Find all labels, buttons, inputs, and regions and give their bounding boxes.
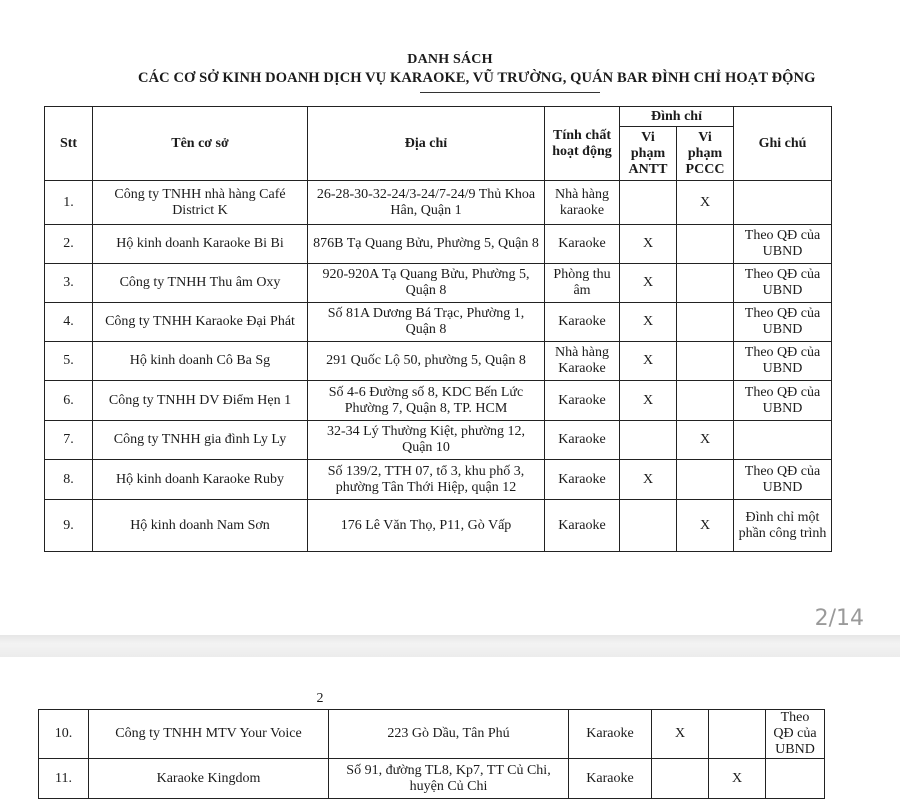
- header-suspend: Đình chỉ: [620, 107, 734, 127]
- document-page-2: [0, 657, 900, 807]
- cell-note: Đình chỉ một phần công trình: [734, 500, 832, 552]
- document-title: DANH SÁCH: [407, 52, 493, 67]
- cell-stt: 9.: [45, 500, 93, 552]
- establishments-table-continued: [38, 709, 825, 799]
- table-row: [45, 303, 832, 342]
- table-row: [45, 421, 832, 460]
- cell-name: Hộ kinh doanh Karaoke Ruby: [93, 460, 308, 500]
- cell-note: Theo QĐ của UBND: [734, 264, 832, 303]
- cell-antt: X: [620, 303, 677, 342]
- cell-stt: 10.: [39, 710, 89, 759]
- header-antt: Vi phạm ANTT: [620, 127, 677, 181]
- cell-nature: Karaoke: [545, 421, 620, 460]
- cell-pccc: X: [677, 181, 734, 225]
- cell-note: Theo QĐ của UBND: [734, 225, 832, 264]
- cell-address: Số 4-6 Đường số 8, KDC Bến Lức Phường 7, Quận 8, TP. HCM: [308, 381, 545, 421]
- table-row: [39, 710, 825, 759]
- cell-name: Công ty TNHH nhà hàng Café District K: [93, 181, 308, 225]
- page-separator: [0, 635, 900, 657]
- table-row: [45, 342, 832, 381]
- table-row: [45, 181, 832, 225]
- cell-antt: [620, 500, 677, 552]
- cell-antt: X: [620, 342, 677, 381]
- cell-address: 26-28-30-32-24/3-24/7-24/9 Thủ Khoa Hân, Quận 1: [308, 181, 545, 225]
- cell-pccc: X: [677, 500, 734, 552]
- cell-address: 32-34 Lý Thường Kiệt, phường 12, Quận 10: [308, 421, 545, 460]
- cell-pccc: [677, 264, 734, 303]
- cell-pccc: [677, 303, 734, 342]
- cell-stt: 5.: [45, 342, 93, 381]
- page-indicator: 2/14: [814, 606, 864, 631]
- cell-antt: X: [620, 264, 677, 303]
- cell-pccc: [709, 710, 766, 759]
- cell-note: Theo QĐ của UBND: [734, 342, 832, 381]
- cell-stt: 4.: [45, 303, 93, 342]
- cell-address: 920-920A Tạ Quang Bửu, Phường 5, Quận 8: [308, 264, 545, 303]
- header-name: Tên cơ sở: [93, 107, 308, 181]
- cell-name: Hộ kinh doanh Nam Sơn: [93, 500, 308, 552]
- cell-name: Công ty TNHH Karaoke Đại Phát: [93, 303, 308, 342]
- cell-address: 291 Quốc Lộ 50, phường 5, Quận 8: [308, 342, 545, 381]
- cell-name: Hộ kinh doanh Cô Ba Sg: [93, 342, 308, 381]
- cell-nature: Karaoke: [569, 710, 652, 759]
- cell-nature: Karaoke: [545, 381, 620, 421]
- cell-note: Theo QĐ của UBND: [734, 381, 832, 421]
- cell-antt: X: [620, 381, 677, 421]
- header-address: Địa chỉ: [308, 107, 545, 181]
- cell-note: [766, 759, 825, 799]
- cell-address: 876B Tạ Quang Bửu, Phường 5, Quận 8: [308, 225, 545, 264]
- cell-note: Theo QĐ của UBND: [766, 710, 825, 759]
- cell-nature: Karaoke: [569, 759, 652, 799]
- cell-nature: Karaoke: [545, 500, 620, 552]
- cell-stt: 7.: [45, 421, 93, 460]
- table-row: [45, 264, 832, 303]
- page-number: 2: [316, 691, 324, 706]
- cell-name: Công ty TNHH DV Điểm Hẹn 1: [93, 381, 308, 421]
- establishments-table: [44, 106, 832, 552]
- cell-nature: Karaoke: [545, 460, 620, 500]
- cell-antt: [652, 759, 709, 799]
- cell-name: Công ty TNHH MTV Your Voice: [89, 710, 329, 759]
- cell-stt: 6.: [45, 381, 93, 421]
- document-subtitle: CÁC CƠ SỞ KINH DOANH DỊCH VỤ KARAOKE, VŨ TRƯỜNG, QUÁN BAR ĐÌNH CHỈ HOẠT ĐỘNG: [138, 70, 816, 86]
- cell-antt: X: [652, 710, 709, 759]
- cell-nature: Nhà hàng karaoke: [545, 181, 620, 225]
- header-pccc: Vi phạm PCCC: [677, 127, 734, 181]
- title-underline: [420, 92, 600, 93]
- cell-stt: 1.: [45, 181, 93, 225]
- header-stt: Stt: [45, 107, 93, 181]
- cell-note: [734, 181, 832, 225]
- cell-antt: [620, 181, 677, 225]
- cell-name: Karaoke Kingdom: [89, 759, 329, 799]
- cell-stt: 2.: [45, 225, 93, 264]
- cell-note: Theo QĐ của UBND: [734, 460, 832, 500]
- cell-nature: Karaoke: [545, 303, 620, 342]
- table-row: [45, 500, 832, 552]
- cell-address: 223 Gò Dầu, Tân Phú: [329, 710, 569, 759]
- cell-stt: 11.: [39, 759, 89, 799]
- cell-nature: Phòng thu âm: [545, 264, 620, 303]
- table-row: [45, 225, 832, 264]
- table-row: [39, 759, 825, 799]
- cell-pccc: [677, 225, 734, 264]
- cell-antt: [620, 421, 677, 460]
- cell-address: 176 Lê Văn Thọ, P11, Gò Vấp: [308, 500, 545, 552]
- cell-pccc: [677, 342, 734, 381]
- cell-name: Hộ kinh doanh Karaoke Bi Bi: [93, 225, 308, 264]
- cell-pccc: X: [709, 759, 766, 799]
- cell-antt: X: [620, 460, 677, 500]
- table-row: [45, 460, 832, 500]
- cell-pccc: [677, 460, 734, 500]
- header-nature: Tính chất hoạt động: [545, 107, 620, 181]
- cell-address: Số 91, đường TL8, Kp7, TT Củ Chi, huyện Củ Chi: [329, 759, 569, 799]
- cell-nature: Karaoke: [545, 225, 620, 264]
- cell-pccc: X: [677, 421, 734, 460]
- cell-pccc: [677, 381, 734, 421]
- cell-stt: 8.: [45, 460, 93, 500]
- header-note: Ghi chú: [734, 107, 832, 181]
- cell-address: Số 81A Dương Bá Trạc, Phường 1, Quận 8: [308, 303, 545, 342]
- cell-nature: Nhà hàng Karaoke: [545, 342, 620, 381]
- cell-stt: 3.: [45, 264, 93, 303]
- cell-name: Công ty TNHH gia đình Ly Ly: [93, 421, 308, 460]
- cell-address: Số 139/2, TTH 07, tổ 3, khu phố 3, phường Tân Thới Hiệp, quận 12: [308, 460, 545, 500]
- cell-note: [734, 421, 832, 460]
- cell-name: Công ty TNHH Thu âm Oxy: [93, 264, 308, 303]
- table-row: [45, 381, 832, 421]
- cell-note: Theo QĐ của UBND: [734, 303, 832, 342]
- cell-antt: X: [620, 225, 677, 264]
